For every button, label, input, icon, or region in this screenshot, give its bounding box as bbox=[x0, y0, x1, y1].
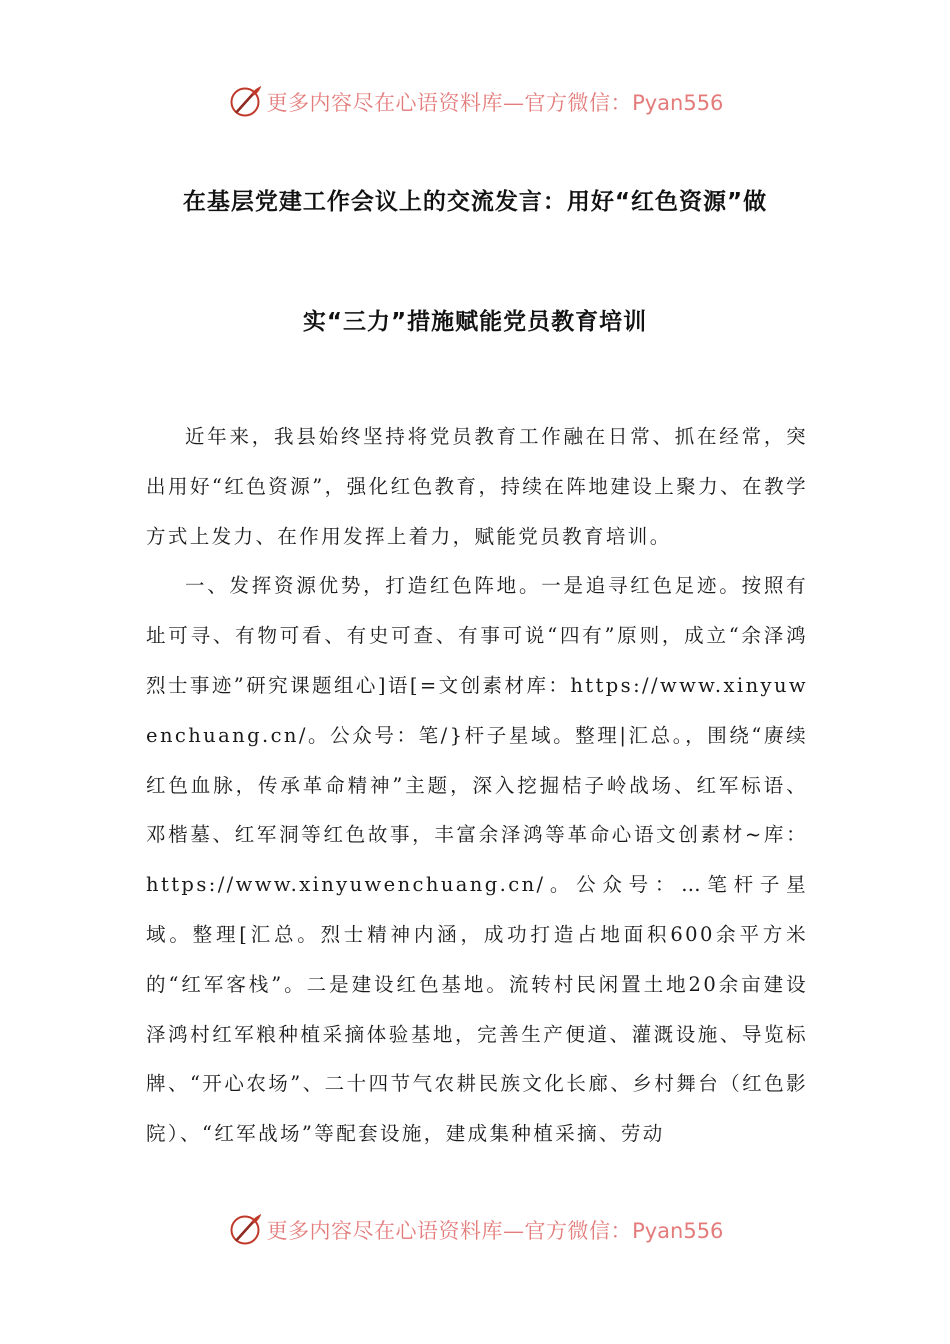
watermark-banner-top bbox=[0, 80, 950, 124]
quill-pen-circle-icon bbox=[227, 84, 263, 120]
quill-pen-circle-icon bbox=[227, 1212, 263, 1248]
document-title-line-1: 在基层党建工作会议上的交流发言：用好“红色资源”做 bbox=[182, 189, 768, 215]
watermark-text: 更多内容尽在心语资料库—官方微信：Pyan556 bbox=[266, 91, 724, 115]
document-body bbox=[146, 412, 808, 1159]
paragraph: 一、发挥资源优势，打造红色阵地。一是追寻红色足迹。按照有址可寻、有物可看、有史可查、有事可说“四有”原则，成立“余泽鸿烈士事迹”研究课题组心]语[=文创素材库：https://www.xinyuwenchuang.cn/。公众号：笔/}杆子星域。整理|汇总。，围绕“赓续红色血脉，传承革命精神”主题，深入挖掘桔子岭战场、红军标语、邓楷墓、红军洞等红色故事，丰富余泽鸿等革命心语文创素材~库：https://www.xinyuwenchuang.cn/。公众号：…笔杆子星域。整理[汇总。烈士精神内涵，成功打造占地面积600余平方米的“红军客栈”。二是建设红色基地。流转村民闲置土地20余亩建设泽鸿村红军粮种植采摘体验基地，完善生产便道、灌溉设施、导览标牌、“开心农场”、二十四节气农耕民族文化长廊、乡村舞台（红色影院）、“红军战场”等配套设施，建成集种植采摘、劳动 bbox=[146, 574, 808, 1146]
watermark-text: 更多内容尽在心语资料库—官方微信：Pyan556 bbox=[266, 1219, 724, 1243]
document-title-line-2: 实“三力”措施赋能党员教育培训 bbox=[302, 309, 648, 335]
watermark-banner-bottom bbox=[0, 1208, 950, 1252]
paragraph: 近年来，我县始终坚持将党员教育工作融在日常、抓在经常，突出用好“红色资源”，强化红色教育，持续在阵地建设上聚力、在教学方式上发力、在作用发挥上着力，赋能党员教育培训。 bbox=[146, 425, 808, 548]
